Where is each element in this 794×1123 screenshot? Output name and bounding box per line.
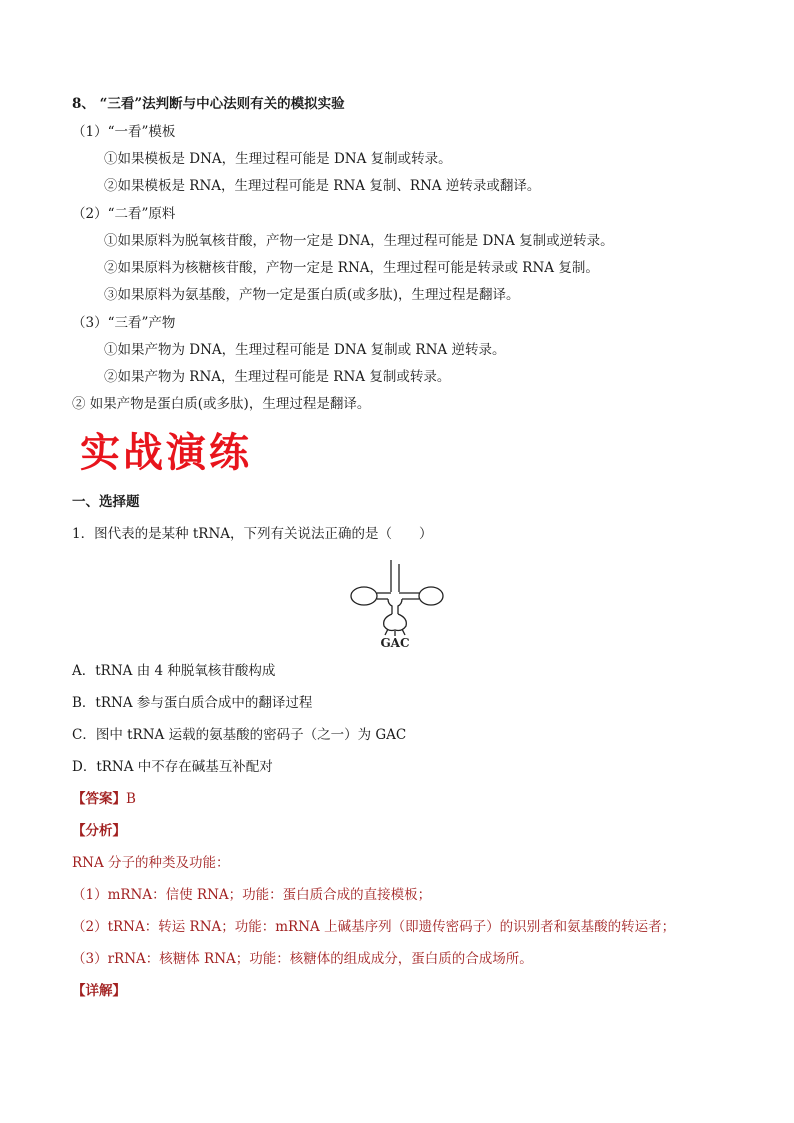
option-d: D．tRNA 中不存在碱基互补配对 bbox=[72, 759, 273, 775]
detail-label: 【详解】 bbox=[72, 983, 126, 999]
section-title: 8、 “三看”法判断与中心法则有关的模拟实验 bbox=[72, 96, 345, 112]
question-text: 1．图代表的是某种 tRNA，下列有关说法正确的是（ ） bbox=[72, 526, 433, 542]
list-item: ①如果模板是 DNA，生理过程可能是 DNA 复制或转录。 bbox=[104, 151, 452, 167]
section-label: 一、选择题 bbox=[72, 494, 140, 510]
list-item: ②如果模板是 RNA，生理过程可能是 RNA 复制、RNA 逆转录或翻译。 bbox=[104, 178, 541, 194]
option-a: A．tRNA 由 4 种脱氧核苷酸构成 bbox=[72, 663, 276, 679]
analysis-item: （3）rRNA：核糖体 RNA；功能：核糖体的组成成分，蛋白质的合成场所。 bbox=[72, 951, 533, 967]
subsection-heading-materials: （2）“二看”原料 bbox=[72, 206, 176, 222]
anticodon-label: GAC bbox=[380, 636, 410, 650]
option-c: C．图中 tRNA 运载的氨基酸的密码子（之一）为 GAC bbox=[72, 727, 407, 743]
list-item: ①如果产物为 DNA，生理过程可能是 DNA 复制或 RNA 逆转录。 bbox=[104, 342, 506, 358]
option-b: B．tRNA 参与蛋白质合成中的翻译过程 bbox=[72, 695, 313, 711]
list-item: ②如果原料为核糖核苷酸，产物一定是 RNA，生理过程可能是转录或 RNA 复制。 bbox=[104, 260, 599, 276]
practice-heading: 实战演练 bbox=[80, 430, 252, 476]
answer-label: 【答案】 bbox=[72, 791, 126, 807]
trna-diagram bbox=[340, 558, 450, 650]
analysis-item: （2）tRNA：转运 RNA；功能：mRNA 上碱基序列（即遗传密码子）的识别者和氨基酸的转运者； bbox=[72, 919, 676, 935]
subsection-heading-template: （1）“一看”模板 bbox=[72, 124, 176, 140]
list-item: ②如果产物为 RNA，生理过程可能是 RNA 复制或转录。 bbox=[104, 369, 451, 385]
list-item: ①如果原料为脱氧核苷酸，产物一定是 DNA，生理过程可能是 DNA 复制或逆转录。 bbox=[104, 233, 614, 249]
analysis-intro: RNA 分子的种类及功能： bbox=[72, 855, 230, 871]
analysis-label: 【分析】 bbox=[72, 823, 126, 839]
list-item: ② 如果产物是蛋白质(或多肽)，生理过程是翻译。 bbox=[72, 396, 371, 412]
answer-value: B bbox=[126, 791, 136, 807]
list-item: ③如果原料为氨基酸，产物一定是蛋白质(或多肽)，生理过程是翻译。 bbox=[104, 287, 520, 303]
analysis-item: （1）mRNA：信使 RNA；功能：蛋白质合成的直接模板； bbox=[72, 887, 432, 903]
answer-row bbox=[72, 790, 136, 808]
subsection-heading-product: （3）“三看”产物 bbox=[72, 315, 176, 331]
